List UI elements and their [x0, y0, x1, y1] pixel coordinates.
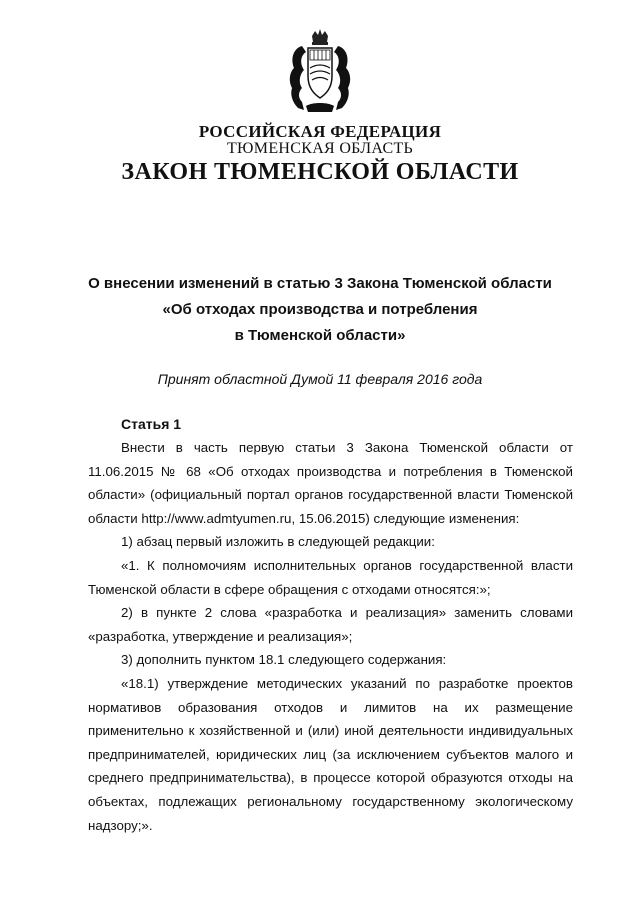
- article-paragraph: «1. К полномочиям исполнительных органов государственной власти Тюменской области в сфере обращения с отходами относятся:»;: [88, 557, 573, 597]
- bill-title-line: О внесении изменений в статью 3 Закона Тюменской области: [88, 275, 552, 292]
- adoption-note: Принят областной Думой 11 февраля 2016 года: [157, 371, 483, 387]
- article-paragraph: «18.1) утверждение методических указаний по разработке проектов нормативов образования отходов и лимитов на их размещение применительно к хозяйственной и (или) иной деятельности индивидуальных предпринимателей, юридических лиц (за исключением субъектов малого и среднего предпринимательства), в процессе которой образуются отходы на объектах, подлежащих региональному государственному экологическому надзору;».: [88, 675, 573, 833]
- article-paragraph: 2) в пункте 2 слова «разработка и реализация» заменить словами «разработка, утверждение и реализация»;: [88, 605, 573, 644]
- article-paragraph: Внести в часть первую статьи 3 Закона Тюменской области от 11.06.2015 № 68 «Об отходах производства и потребления в Тюменской области» (официальный портал органов государственной власти Тюменской области http://www.admtyumen.ru, 15.06.2015) следующие изменения:: [88, 440, 573, 526]
- region-heading: ТЮМЕНСКАЯ ОБЛАСТЬ: [226, 140, 414, 157]
- bill-title: [0, 271, 640, 349]
- article-paragraph: 1) абзац первый изложить в следующей редакции:: [121, 534, 435, 550]
- article-paragraph: 3) дополнить пунктом 18.1 следующего содержания:: [121, 652, 447, 668]
- country-heading: РОССИЙСКАЯ ФЕДЕРАЦИЯ: [198, 122, 442, 141]
- law-type-heading: ЗАКОН ТЮМЕНСКОЙ ОБЛАСТИ: [121, 159, 519, 185]
- article-body: [88, 436, 573, 837]
- bill-title-line: «Об отходах производства и потребления: [162, 301, 478, 318]
- coat-of-arms-emblem: [284, 28, 356, 116]
- article-heading: Статья 1: [121, 416, 182, 432]
- bill-title-line: в Тюменской области»: [234, 327, 406, 344]
